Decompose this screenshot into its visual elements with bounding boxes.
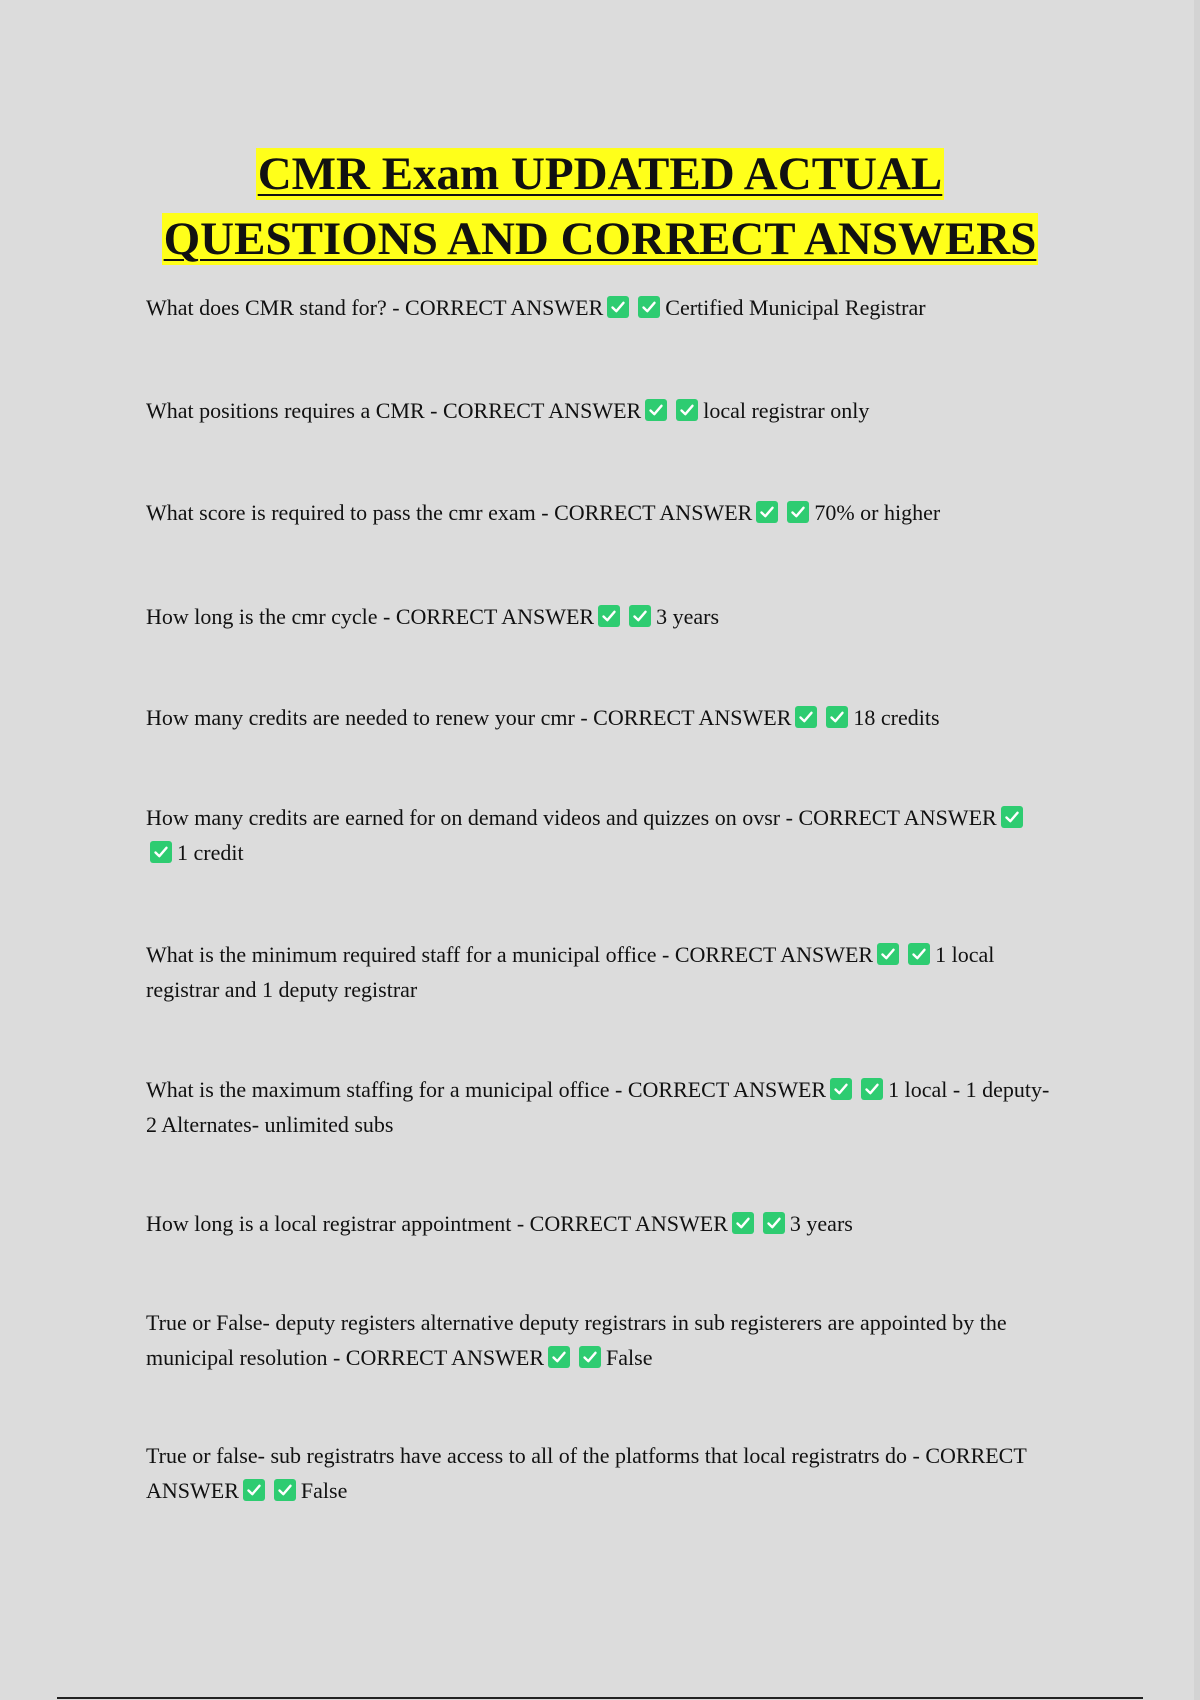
answer-text: local registrar only (703, 398, 870, 423)
title-line-2: QUESTIONS AND CORRECT ANSWERS (163, 213, 1037, 265)
qa-item (146, 599, 1058, 634)
check-mark-icon (638, 296, 660, 318)
answer-text: 1 local registrar and 1 deputy registrar (146, 942, 995, 1002)
check-mark-icon (795, 706, 817, 728)
qa-item (146, 290, 1058, 325)
check-mark-icon (243, 1479, 265, 1501)
question-text: What score is required to pass the cmr exam - CORRECT ANSWER (146, 500, 753, 525)
question-text: How many credits are earned for on demand videos and quizzes on ovsr - CORRECT ANSWER (146, 805, 997, 830)
qa-item (146, 937, 1058, 1007)
qa-item (146, 393, 1058, 428)
question-text: What positions requires a CMR - CORRECT ANSWER (146, 398, 642, 423)
check-mark-icon (274, 1479, 296, 1501)
answer-text: 1 local - 1 deputy- 2 Alternates- unlimited subs (146, 1077, 1050, 1137)
qa-item (146, 1305, 1058, 1375)
check-mark-icon (826, 706, 848, 728)
check-mark-icon (579, 1346, 601, 1368)
qa-item (146, 1438, 1058, 1508)
answer-text: 70% or higher (814, 500, 941, 525)
check-mark-icon (607, 296, 629, 318)
question-text: How many credits are needed to renew your cmr - CORRECT ANSWER (146, 705, 792, 730)
answer-text: Certified Municipal Registrar (665, 295, 926, 320)
question-text: How long is a local registrar appointment - CORRECT ANSWER (146, 1211, 728, 1236)
check-mark-icon (756, 501, 778, 523)
title-line-1: CMR Exam UPDATED ACTUAL (257, 148, 943, 200)
page-edge (1194, 0, 1200, 1700)
check-mark-icon (548, 1346, 570, 1368)
check-mark-icon (877, 943, 899, 965)
check-mark-icon (598, 605, 620, 627)
check-mark-icon (908, 943, 930, 965)
answer-text: 3 years (789, 1211, 853, 1236)
page-title (100, 142, 1100, 272)
question-text: What does CMR stand for? - CORRECT ANSWER (146, 295, 604, 320)
check-mark-icon (861, 1078, 883, 1100)
answer-text: 1 credit (177, 840, 244, 865)
check-mark-icon (830, 1078, 852, 1100)
bottom-divider (57, 1697, 1143, 1699)
answer-text: False (300, 1478, 348, 1503)
check-mark-icon (676, 399, 698, 421)
qa-item (146, 1072, 1058, 1142)
qa-item (146, 700, 1058, 735)
answer-text: False (606, 1345, 653, 1370)
qa-item (146, 800, 1058, 870)
check-mark-icon (763, 1212, 785, 1234)
question-text: What is the minimum required staff for a municipal office - CORRECT ANSWER (146, 942, 874, 967)
check-mark-icon (787, 501, 809, 523)
check-mark-icon (645, 399, 667, 421)
check-mark-icon (150, 841, 172, 863)
qa-item (146, 495, 1058, 530)
question-text: True or false- sub registratrs have access to all of the platforms that local registratrs do - CORRECT ANSWER (146, 1443, 1027, 1503)
check-mark-icon (1001, 806, 1023, 828)
question-text: True or False- deputy registers alternative deputy registrars in sub registerers are appointed by the municipal resolution - CORRECT ANSWER (146, 1310, 1007, 1370)
qa-item (146, 1206, 1058, 1241)
answer-text: 3 years (656, 604, 720, 629)
check-mark-icon (629, 605, 651, 627)
check-mark-icon (732, 1212, 754, 1234)
question-text: How long is the cmr cycle - CORRECT ANSWER (146, 604, 595, 629)
question-text: What is the maximum staffing for a municipal office - CORRECT ANSWER (146, 1077, 827, 1102)
answer-text: 18 credits (853, 705, 940, 730)
